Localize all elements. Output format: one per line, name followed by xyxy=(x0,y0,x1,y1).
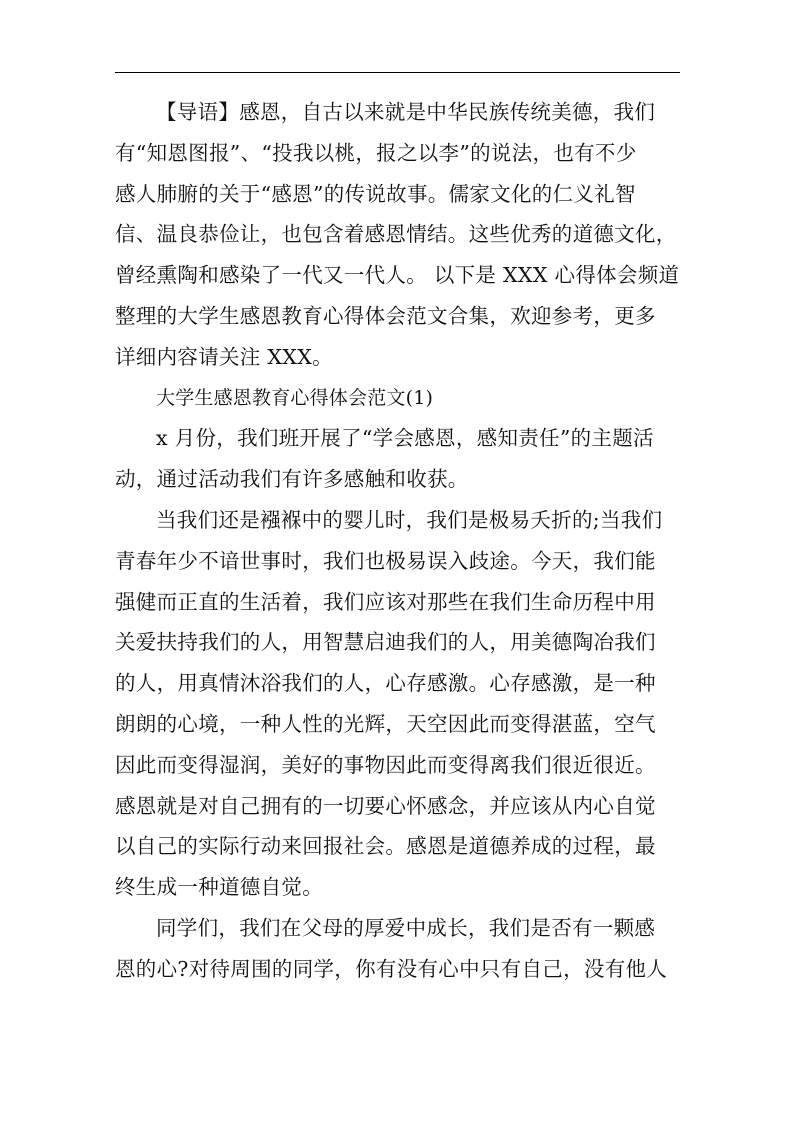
document-body xyxy=(115,92,680,990)
intro-paragraph xyxy=(115,92,680,378)
paragraph-3 xyxy=(115,908,680,990)
text-line: 详细内容请关注 XXX。 xyxy=(115,344,333,369)
text-line: 朗朗的心境，一种人性的光辉，天空因此而变得湛蓝，空气 xyxy=(115,711,656,736)
text-line: 恩的心?对待周围的同学，你有没有心中只有自己，没有他人 xyxy=(115,956,668,981)
text-line: 感恩就是对自己拥有的一切要心怀感念，并应该从内心自觉 xyxy=(115,793,656,818)
text-line: 信、温良恭俭让，也包含着感恩情结。这些优秀的道德文化， xyxy=(115,222,677,247)
text-line: x 月份，我们班开展了“学会感恩，感知责任”的主题活 xyxy=(156,426,654,451)
text-line: 终生成一种道德自觉。 xyxy=(115,875,323,900)
text-line: 曾经熏陶和感染了一代又一代人。 以下是 XXX 心得体会频道 xyxy=(115,263,680,288)
paragraph-2 xyxy=(115,500,680,908)
text-line: 关爱扶持我们的人，用智慧启迪我们的人，用美德陶冶我们 xyxy=(115,630,656,655)
text-line: 同学们，我们在父母的厚爱中成长，我们是否有一颗感 xyxy=(156,915,656,940)
text-line: 动，通过活动我们有许多感触和收获。 xyxy=(115,467,469,492)
text-line: 以自己的实际行动来回报社会。感恩是道德养成的过程，最 xyxy=(115,834,656,859)
header-rule xyxy=(115,72,680,73)
text-line: 整理的大学生感恩教育心得体会范文合集，欢迎参考，更多 xyxy=(115,303,656,328)
text-line: 有“知恩图报”、“投我以桃，报之以李”的说法，也有不少 xyxy=(115,140,637,165)
text-line: 的人，用真情沐浴我们的人，心存感激。心存感激，是一种 xyxy=(115,671,656,696)
section-title: 大学生感恩教育心得体会范文(1) xyxy=(156,386,434,409)
text-line: 当我们还是襁褓中的婴儿时，我们是极易夭折的;当我们 xyxy=(156,507,663,532)
text-line: 【导语】感恩，自古以来就是中华民族传统美德，我们 xyxy=(156,100,656,124)
text-line: 青春年少不谙世事时，我们也极易误入歧途。今天，我们能 xyxy=(115,548,656,573)
text-line: 强健而正直的生活着，我们应该对那些在我们生命历程中用 xyxy=(115,589,656,614)
paragraph-1 xyxy=(115,418,680,500)
text-line: 感人肺腑的关于“感恩”的传说故事。儒家文化的仁义礼智 xyxy=(115,181,636,206)
text-line: 因此而变得湿润，美好的事物因此而变得离我们很近很近。 xyxy=(115,752,656,777)
